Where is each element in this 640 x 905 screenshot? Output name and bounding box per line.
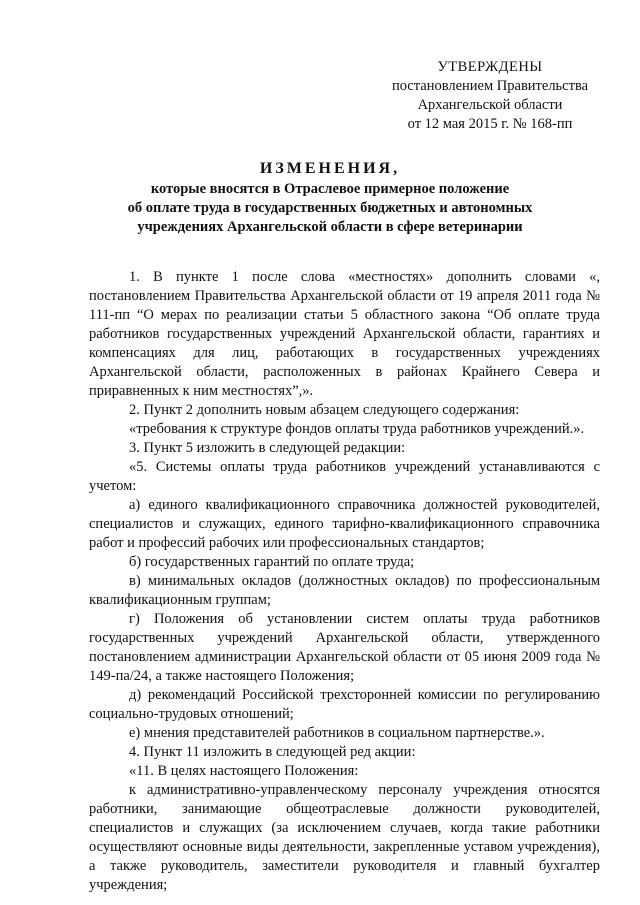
title-line-2: об оплате труда в государственных бюджетных и автономных <box>127 200 533 216</box>
approval-heading: УТВЕРЖДЕНЫ <box>437 59 543 75</box>
paragraph-subitem-g: г) Положения об установлении систем оплаты труда работников государственных учреждений Архангельской области, утвержденного постановлением администрации Архангельской области от 05 июня 2009 года № 149-па/24, а также настоящего Положения; <box>89 611 600 684</box>
paragraph-item-4: 4. Пункт 11 изложить в следующей ред акции: <box>129 744 416 760</box>
approval-line-1: постановлением Правительства <box>391 78 589 94</box>
paragraph-item-11-text: к административно-управленческому персоналу учреждения относятся работники, занимающие общеотраслевые должности руководителей, специалистов и служащих (за исключением случаев, когда такие работники осуществляют основные виды деятельности, закрепленные уставом учреждения), а также руководитель, заместители руководителя и главный бухгалтер учреждения; <box>89 782 600 893</box>
document-body <box>89 268 600 895</box>
paragraph-item-5-intro: «5. Системы оплаты труда работников учреждений устанавливаются с учетом: <box>89 459 600 494</box>
paragraph-item-1: 1. В пункте 1 после слова «местностях» дополнить словами «, постановлением Правительства Архангельской области от 19 апреля 2011 года № 111-пп “О мерах по реализации статьи 5 областного закона “Об оплате труда работников государственных учреждений Архангельской области, гарантиях и компенсациях для лиц, работающих в государственных учреждениях Архангельской области, расположенных в районах Крайнего Севера и приравненных к ним местностях”,». <box>89 269 600 399</box>
document-title <box>60 158 600 237</box>
paragraph-subitem-v: в) минимальных окладов (должностных окладов) по профессиональным квалификационным группам; <box>89 573 600 608</box>
paragraph-subitem-e: е) мнения представителей работников в социальном партнерстве.». <box>129 725 545 741</box>
paragraph-subitem-a: а) единого квалификационного справочника должностей руководителей, специалистов и служащих, единого тарифно-квалификационного справочника работ и профессий рабочих или профессиональных стандартов; <box>89 497 600 551</box>
title-line-3: учреждениях Архангельской области в сфере ветеринарии <box>137 219 523 235</box>
approval-line-3: от 12 мая 2015 г. № 168-пп <box>407 116 573 132</box>
paragraph-item-2-text: «требования к структуре фондов оплаты труда работников учреждений.». <box>129 421 585 437</box>
paragraph-item-3: 3. Пункт 5 изложить в следующей редакции: <box>129 440 406 456</box>
paragraph-subitem-d: д) рекомендаций Российской трехсторонней комиссии по регулированию социально-трудовых отношений; <box>89 687 600 722</box>
paragraph-subitem-b: б) государственных гарантий по оплате труда; <box>129 554 415 570</box>
paragraph-item-2: 2. Пункт 2 дополнить новым абзацем следующего содержания: <box>129 402 520 418</box>
title-line-1: которые вносятся в Отраслевое примерное положение <box>150 181 510 197</box>
paragraph-item-11-intro: «11. В целях настоящего Положения: <box>129 763 359 779</box>
approval-line-2: Архангельской области <box>417 97 563 113</box>
title-main: ИЗМЕНЕНИЯ, <box>259 160 401 177</box>
approval-stamp <box>380 58 600 134</box>
